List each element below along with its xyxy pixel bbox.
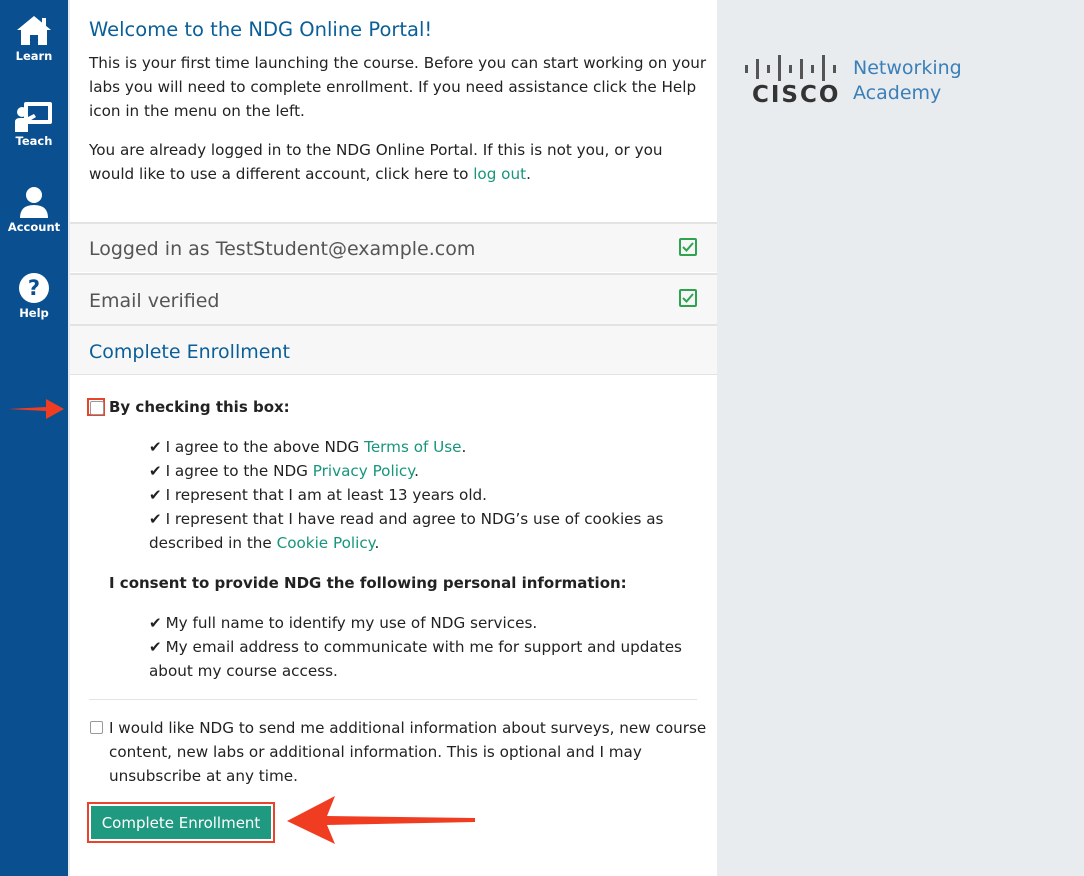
cookie-policy-link[interactable]: Cookie Policy [276, 534, 375, 552]
consent-list [149, 611, 689, 683]
sidebar-item-help[interactable] [0, 272, 68, 320]
check-icon [679, 238, 697, 256]
age-text: I represent that I am at least 13 years old. [165, 486, 488, 504]
sidebar-item-account[interactable] [0, 186, 68, 234]
agreement-list [149, 435, 689, 555]
cookies-prefix: I represent that I have read and agree to NDG’s use of cookies as described in the [149, 510, 664, 552]
enrollment-panel [70, 0, 717, 876]
sidebar-item-label: Teach [15, 134, 53, 148]
arrow-annotation-icon [285, 794, 477, 846]
presentation-icon [14, 100, 54, 132]
academy-line-2: Academy [853, 82, 942, 104]
logged-in-suffix: . [526, 165, 531, 183]
sidebar-item-label: Help [19, 306, 49, 320]
logged-in-text [89, 138, 709, 186]
sidebar-item-label: Account [7, 220, 61, 234]
logout-link[interactable]: log out [473, 165, 527, 183]
cisco-logo-icon [744, 55, 838, 81]
step-complete-enrollment [70, 324, 717, 375]
arrow-annotation-icon [6, 396, 66, 422]
terms-prefix: I agree to the above NDG [165, 438, 365, 456]
checkmark-icon: ✔ [149, 438, 162, 456]
sidebar-item-learn[interactable] [0, 13, 68, 63]
consent-email-text: My email address to communicate with me for support and updates about my course access. [149, 638, 682, 680]
privacy-policy-link[interactable]: Privacy Policy [312, 462, 415, 480]
step-logged-in [70, 222, 717, 272]
sidebar-item-teach[interactable] [0, 100, 68, 148]
page-title: Welcome to the NDG Online Portal! [89, 18, 433, 41]
checkmark-icon: ✔ [149, 486, 162, 504]
privacy-period: . [414, 462, 419, 480]
step-label: Logged in as TestStudent@example.com [89, 238, 476, 260]
complete-enrollment-button[interactable]: Complete Enrollment [91, 806, 271, 839]
agree-checkbox[interactable] [87, 398, 105, 416]
cisco-wordmark: CISCO [752, 82, 841, 108]
submit-highlight [87, 802, 275, 843]
checkmark-icon: ✔ [149, 510, 162, 528]
user-icon [17, 186, 51, 218]
list-item [149, 435, 689, 459]
optin-label: I would like NDG to send me additional information about surveys, new course content, new labs or additional information. This is optional and I may unsubscribe at any time. [109, 719, 707, 785]
checkmark-icon: ✔ [149, 638, 162, 656]
step-email-verified [70, 273, 717, 324]
list-item [149, 507, 689, 555]
academy-line-1: Networking [853, 57, 962, 79]
step-label: Complete Enrollment [89, 341, 290, 363]
agree-heading: By checking this box: [109, 398, 290, 416]
svg-text:?: ? [27, 276, 41, 300]
checkmark-icon: ✔ [149, 462, 162, 480]
consent-heading: I consent to provide NDG the following personal information: [109, 574, 627, 592]
step-label: Email verified [89, 290, 220, 312]
list-item [149, 635, 689, 683]
optin-checkbox[interactable] [90, 721, 103, 734]
cookies-period: . [374, 534, 380, 552]
logged-in-prefix: You are already logged in to the NDG Online Portal. If this is not you, or you would like to use a different account, click here to [89, 141, 663, 183]
divider [89, 699, 697, 700]
terms-period: . [461, 438, 467, 456]
question-icon [17, 272, 51, 304]
consent-name-text: My full name to identify my use of NDG services. [165, 614, 538, 632]
terms-of-use-link[interactable]: Terms of Use [364, 438, 462, 456]
list-item [149, 483, 689, 507]
right-panel [718, 0, 1084, 876]
privacy-prefix: I agree to the NDG [165, 462, 313, 480]
list-item [149, 611, 689, 635]
intro-text: This is your first time launching the course. Before you can start working on your labs you will need to complete enrollment. If you need assistance click the Help icon in the menu on the left. [89, 54, 707, 120]
checkmark-icon: ✔ [149, 614, 162, 632]
sidebar [0, 0, 68, 876]
check-icon [679, 289, 697, 307]
sidebar-item-label: Learn [15, 49, 53, 63]
home-icon [15, 13, 53, 47]
list-item [149, 459, 689, 483]
